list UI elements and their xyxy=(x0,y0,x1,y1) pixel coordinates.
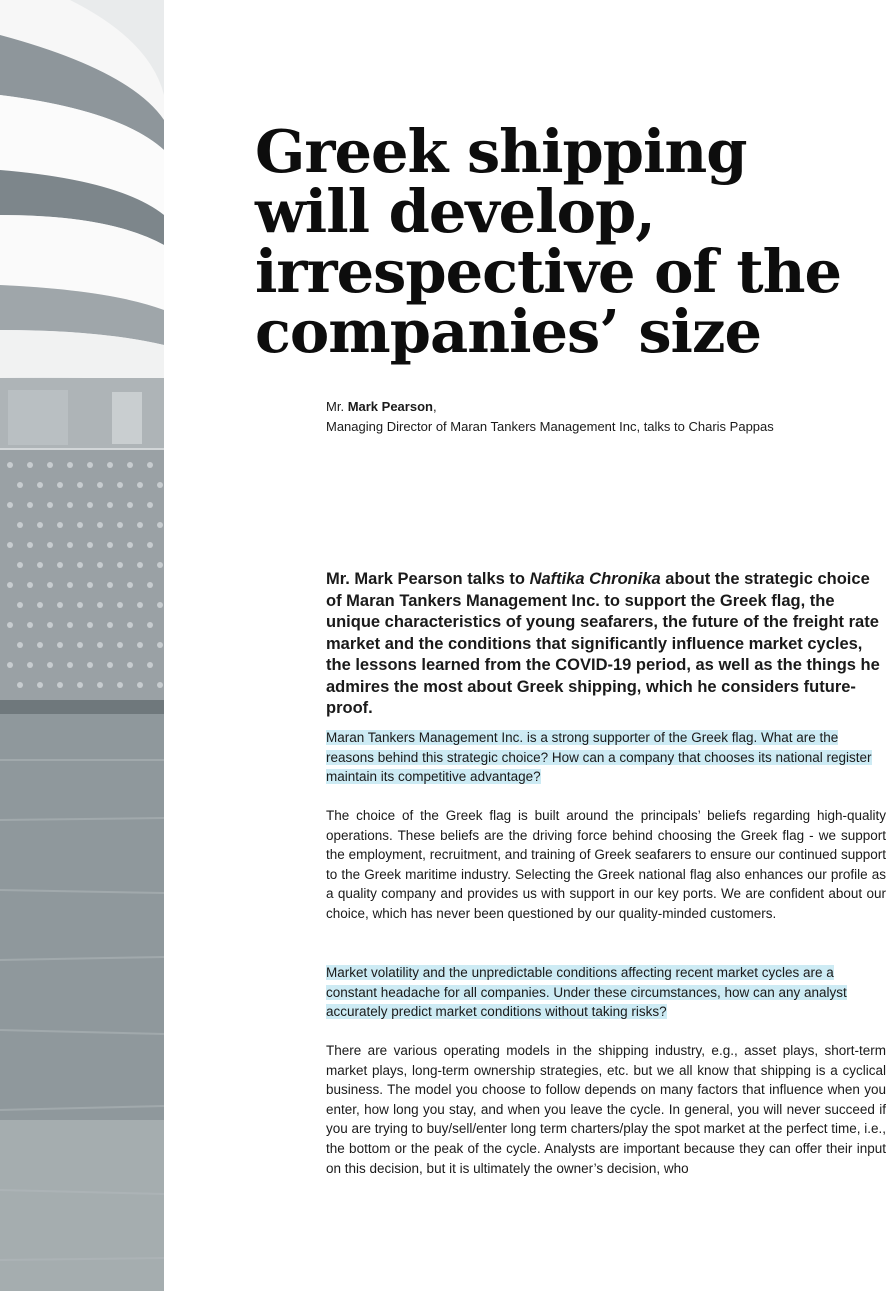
lead-paragraph xyxy=(326,569,886,720)
answer-2: There are various operating models in the shipping industry, e.g., asset plays, short-term market plays, long-term ownership strategies, etc. but we all know that shipping is a cyclical business. The model you choose to follow depends on many factors that influence when you enter, how long you stay, and when you leave the cycle. In general, you will never succeed if you are trying to buy/sell/enter long term charters/play the spot market at the perfect time, i.e., the bottom or the peak of the cycle. Analysts are important because they can offer their input on this decision, but it is ultimately the owner’s decision, who xyxy=(326,1043,886,1176)
question-2 xyxy=(326,963,886,1022)
byline-name: Mark Pearson xyxy=(347,399,433,414)
byline-prefix: Mr. xyxy=(326,399,345,414)
question-2-text: Market volatility and the unpredictable conditions affecting recent market cycles are a constant headache for all companies. Under these circumstances, how can any analyst accurately predict market conditions without taking risks? xyxy=(326,965,847,1020)
byline-name-line xyxy=(326,397,866,417)
lead-text-before: Mr. Mark Pearson talks to xyxy=(326,570,530,588)
headline-line-2: will develop, xyxy=(255,177,655,246)
lead-text-after: about the strategic choice of Maran Tankers Management Inc. to support the Greek flag, the unique characteristics of young seafarers, the future of the freight rate market and the conditions that significantly influence market cycles, the lessons learned from the COVID-19 period, as well as the things he admires the most about Greek shipping, which he considers future-proof. xyxy=(326,570,880,717)
building-photo xyxy=(0,0,164,1291)
building-photo-drawing xyxy=(0,0,164,1291)
lead-publication-name: Naftika Chronika xyxy=(529,570,661,588)
headline-line-4: companies’ size xyxy=(255,297,762,366)
headline-line-1: Greek shipping xyxy=(255,117,747,186)
headline xyxy=(255,117,865,366)
question-1-text: Maran Tankers Management Inc. is a strong supporter of the Greek flag. What are the reasons behind this strategic choice? How can a company that chooses its national register maintain its competitive advantage? xyxy=(326,730,872,785)
question-1 xyxy=(326,728,886,787)
byline xyxy=(326,397,866,437)
byline-role: Managing Director of Maran Tankers Management Inc, talks to Charis Pappas xyxy=(326,419,774,434)
headline-line-3: irrespective of the xyxy=(255,237,842,306)
answer-1: The choice of the Greek flag is built around the principals’ beliefs regarding high-quality operations. These beliefs are the driving force behind choosing the Greek flag - we support the employment, recruitment, and training of Greek seafarers to ensure our continued support to the Greek maritime industry. Selecting the Greek national flag also enhances our profile as a quality company and provides us with support in our key ports. We are confident about our choice, which has never been questioned by our quality-minded customers. xyxy=(326,808,886,921)
byline-suffix: , xyxy=(432,399,437,414)
